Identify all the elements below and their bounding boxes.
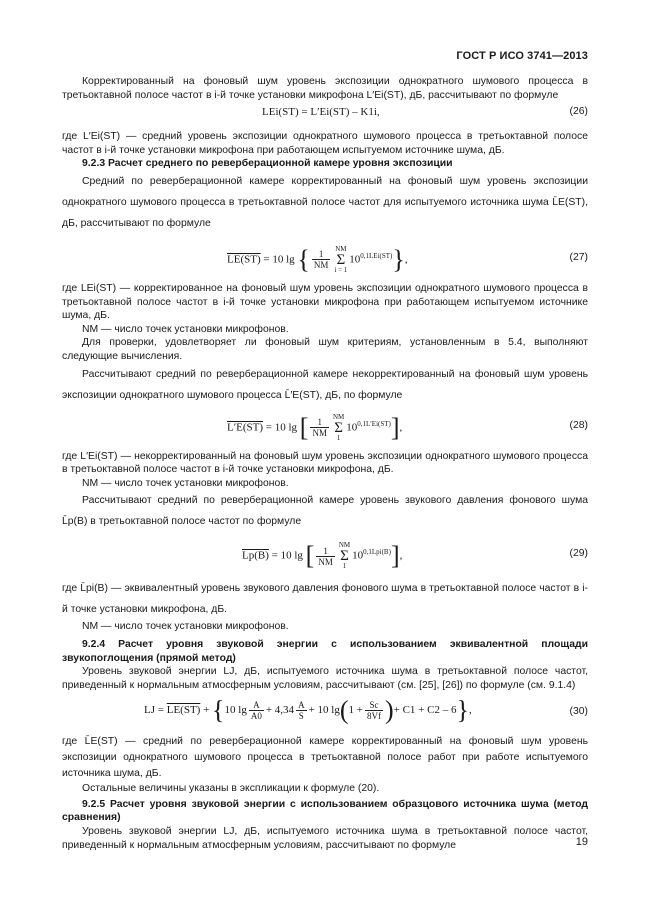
formula-29-fraction: $\frac{1}{NM}$ — [318, 545, 333, 567]
formula-29-exponent: 0,1Lpi(B) — [363, 548, 391, 557]
paragraph-27-nm: NM — число точек установки микрофонов. — [82, 323, 289, 335]
paragraph-28-intro: Рассчитывают средний по реверберационной камере некорректированный на фоновый шум уровень экспозиции однократного шумового процесса L̄′E(ST), дБ, по формуле — [62, 368, 588, 401]
formula-27-lhs: LE(ST) — [227, 253, 261, 266]
page-content — [62, 75, 588, 852]
sigma-icon: Σ — [340, 548, 349, 565]
formula-28-fraction: $\frac{1}{NM}$ — [312, 417, 327, 439]
bracket-open-icon: [ — [305, 541, 315, 571]
heading-9-2-3: 9.2.3 Расчет среднего по реверберационной камере уровня экспозиции — [82, 158, 453, 170]
heading-9-2-4: 9.2.4 Расчет уровня звуковой энергии с использованием эквивалентной площади звукопоглощения (прямой метод) — [62, 638, 588, 664]
brace-open-icon: { — [212, 695, 225, 725]
paren-close-icon: ) — [384, 695, 394, 725]
formula-30-lhs: LJ — [144, 704, 155, 717]
brace-open-icon: { — [297, 244, 310, 274]
heading-9-2-5: 9.2.5 Расчет уровня звуковой энергии с использованием образцового источника шума (метод сравнения) — [62, 798, 588, 824]
paragraph-27-where: где LEi(ST) — корректированное на фоновый шум уровень экспозиции однократного шумового процесса в третьоктавной полосе частот в i-й точке установки микрофона при работающем испытуемом источнике шума, дБ. — [62, 282, 588, 322]
formula-29-sum: NM Σ 1 — [338, 541, 351, 571]
paragraph-26-intro: Корректированный на фоновый шум уровень экспозиции однократного шумового процесса в третьоктавной полосе частот в i-й точке установки микрофона L′Ei(ST), дБ, рассчитывают по формуле — [62, 76, 588, 101]
paragraph-30-where: где L̄E(ST) — средний по реверберационной камере корректированный на фоновый шум уровень экспозиции однократного шумового процесса в третьоктавной полосе работ при работе испытуемого источника шума, дБ. — [62, 736, 588, 780]
paragraph-26-where: где L′Ei(ST) — средний уровень экспозиции однократного шумового процесса в третьоктавной полосе частот в i-й точке установки микрофона при работающем испытуемом источнике шума, дБ. — [62, 131, 588, 156]
paragraph-29-where: где L̄pi(B) — эквивалентный уровень звукового давления фонового шума в третьоктавной полосе частот в i-й точке установки микрофона, дБ. — [62, 583, 588, 616]
formula-26-number: (26) — [569, 106, 588, 118]
formula-27-number: (27) — [569, 251, 588, 263]
formula-27-sum: NM Σ i = 1 — [334, 244, 348, 274]
page-number: 19 — [575, 836, 588, 848]
formula-27-mid: = 10 lg — [263, 253, 295, 266]
formula-28-number: (28) — [569, 419, 588, 431]
paragraph-28-where: где L′Ei(ST) — некорректированный на фоновый шум уровень экспозиции однократного шумового процесса в третьоктавной полосе частот в i-й точке установки микрофона, дБ. — [62, 450, 588, 476]
formula-29-mid: = 10 lg — [271, 549, 303, 562]
formula-27-fraction: $\frac{1}{NM}$ — [313, 249, 329, 271]
formula-28-lhs: L′E(ST) — [227, 421, 264, 434]
paragraph-27-intro: Средний по реверберационной камере корректированный на фоновый шум уровень экспозиции однократного шумового процесса в третьоктавной полосе частот для испытуемого источника шума L̄E(ST), дБ, рассчитывают по формуле — [62, 175, 588, 229]
formula-30-number: (30) — [569, 706, 588, 718]
sigma-icon: Σ — [334, 419, 343, 436]
formula-28-power: 10 — [346, 421, 358, 434]
formula-30-fraction-b: $\frac{A}{S}$ — [298, 700, 305, 722]
paragraph-31-intro: Уровень звуковой энергии LJ, дБ, испытуемого источника шума в третьоктавной полосе частот, приведенный к нормальным атмосферным условиям, рассчитывают по формуле — [62, 826, 588, 851]
bracket-close-icon: ] — [390, 412, 400, 442]
formula-26 — [62, 106, 588, 130]
paren-open-icon: ( — [339, 695, 349, 725]
formula-30-le: LE(ST) — [166, 704, 201, 717]
formula-26-expr: LEi(ST) = L′Ei(ST) – K1i, — [262, 106, 380, 119]
formula-29-number: (29) — [569, 548, 588, 560]
formula-30-fraction-c: $\frac{Sc}{8Vf}$ — [366, 700, 381, 722]
formula-28-mid: = 10 lg — [265, 421, 298, 434]
formula-28-exponent: 0,1L′Ei(ST) — [357, 419, 391, 428]
paragraph-30-rest: Остальные величины указаны в экспликации к формуле (20). — [82, 783, 380, 795]
paragraph-29-nm: NM — число точек установки микрофонов. — [82, 621, 289, 633]
formula-27: LE(ST) = 10 lg { $\frac{1}{NM}$ NM Σ $i = 110^{0,1LEi(ST)}$}, (27) — [227, 244, 588, 274]
formula-27-power: 10 — [349, 253, 361, 266]
formula-28-sum: NM Σ 1 — [332, 412, 345, 442]
brace-close-icon: } — [392, 244, 405, 274]
formula-29-lhs: Lp(B) — [242, 549, 269, 562]
sigma-icon: Σ — [336, 251, 346, 268]
paragraph-30-intro: Уровень звуковой энергии LJ, дБ, испытуемого источника шума в третьоктавной полосе частот, приведенный к нормальным атмосферным условиям, рассчитывают (см. [25], [26]) по формуле (см. 9.1.4) — [62, 666, 588, 691]
formula-30: LJ = LE(ST) + {10 lg $\frac{A}{A0}$ + 4,34 $\frac{A}{S}$ + 10 lg(1 + $\frac{Sc}{8Vf}$ )+ C1 + C2 – 6}, (30) — [144, 695, 588, 725]
formula-29-power: 10 — [352, 549, 364, 562]
brace-close-icon: } — [456, 695, 469, 725]
standard-header: ГОСТ Р ИСО 3741—2013 — [456, 50, 588, 62]
formula-29: Lp(B) = 10 lg [ $\frac{1}{NM}$ NM Σ $110^{0,1Lpi(B)}$], (29) — [242, 541, 588, 571]
formula-28: L′E(ST) = 10 lg [ $\frac{1}{NM}$ NM Σ $110^{0,1L'Ei(ST)}$], (28) — [227, 412, 588, 442]
paragraph-28-nm: NM — число точек установки микрофонов. — [82, 477, 289, 489]
bracket-close-icon: ] — [390, 541, 400, 571]
paragraph-check: Для проверки, удовлетворяет ли фоновый шум критериям, установленным в 5.4, выполняют следующие вычисления. — [62, 337, 588, 362]
paragraph-29-intro: Рассчитывают средний по реверберационной камере уровень звукового давления фонового шума L̄p(B) в третьоктавной полосе частот по формуле — [62, 495, 588, 528]
formula-30-fraction-a: $\frac{A}{A0}$ — [250, 700, 262, 722]
bracket-open-icon: [ — [299, 412, 309, 442]
formula-27-exponent: 0,1LEi(ST) — [360, 251, 393, 260]
